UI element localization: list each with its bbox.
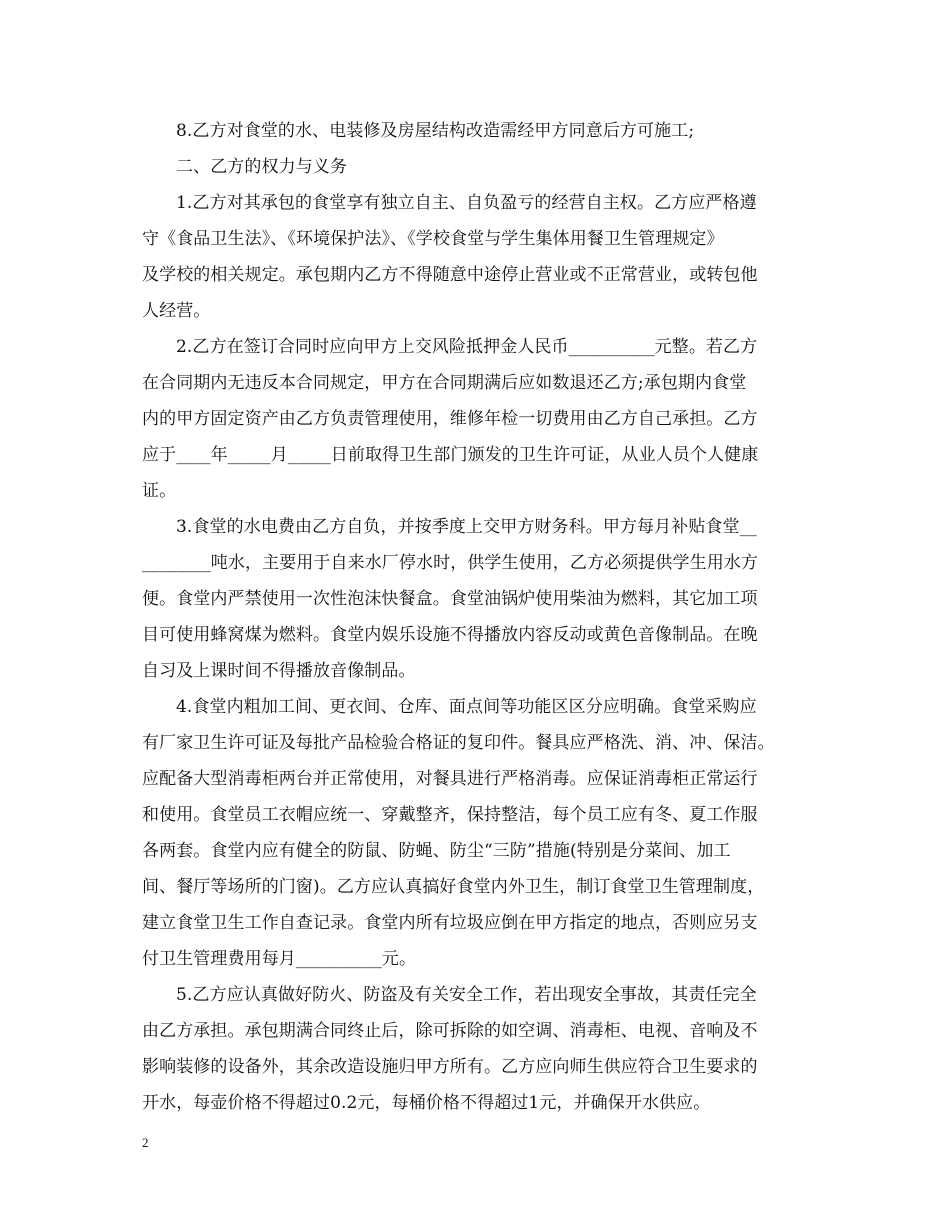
paragraph-line: 目可使用蜂窝煤为燃料。食堂内娱乐设施不得播放内容反动或黄色音像制品。在晚	[142, 625, 758, 645]
paragraph-line: 5.乙方应认真做好防火、防盗及有关安全工作，若出现安全事故，其责任完全	[176, 985, 757, 1005]
paragraph-line: 内的甲方固定资产由乙方负责管理使用，维修年检一切费用由乙方自己承担。乙方	[142, 409, 758, 429]
paragraph-line: 开水，每壶价格不得超过0.2元，每桶价格不得超过1元，并确保开水供应。	[142, 1093, 711, 1113]
paragraph-line: 4.食堂内粗加工间、更衣间、仓库、面点间等功能区区分应明确。食堂采购应	[176, 697, 757, 717]
paragraph-line: 间、餐厅等场所的门窗)。乙方应认真搞好食堂内外卫生，制订食堂卫生管理制度，	[142, 877, 765, 897]
paragraph-line: 由乙方承担。承包期满合同终止后，除可拆除的如空调、消毒柜、电视、音响及不	[142, 1021, 758, 1041]
paragraph-line: 证。	[142, 481, 177, 501]
paragraph-line: 8.乙方对食堂的水、电装修及房屋结构改造需经甲方同意后方可施工;	[176, 121, 695, 141]
paragraph-line: 和使用。食堂员工衣帽应统一、穿戴整齐，保持整洁，每个员工应有冬、夏工作服	[142, 805, 758, 825]
paragraph-line: ________吨水，主要用于自来水厂停水时，供学生使用，乙方必须提供学生用水方	[142, 553, 758, 573]
paragraph-line: 及学校的相关规定。承包期内乙方不得随意中途停止营业或不正常营业，或转包他	[142, 265, 758, 285]
paragraph-line: 应配备大型消毒柜两台并正常使用，对餐具进行严格消毒。应保证消毒柜正常运行	[142, 769, 758, 789]
paragraph-line: 2.乙方在签订合同时应向甲方上交风险抵押金人民币__________元整。若乙方	[176, 337, 758, 357]
paragraph-line: 应于____年_____月_____日前取得卫生部门颁发的卫生许可证，从业人员个人健康	[142, 445, 759, 465]
paragraph-line: 自习及上课时间不得播放音像制品。	[142, 661, 416, 681]
paragraph-line: 便。食堂内严禁使用一次性泡沫快餐盒。食堂油锅炉使用柴油为燃料，其它加工项	[142, 589, 758, 609]
document-body	[142, 113, 828, 1121]
paragraph-line: 付卫生管理费用每月__________元。	[142, 949, 417, 969]
paragraph-line: 守《食品卫生法》、《环境保护法》、《学校食堂与学生集体用餐卫生管理规定》	[142, 229, 724, 249]
paragraph-line: 在合同期内无违反本合同规定，甲方在合同期满后应如数退还乙方;承包期内食堂	[142, 373, 747, 393]
paragraph-line: 影响装修的设备外，其余改造设施归甲方所有。乙方应向师生供应符合卫生要求的	[142, 1057, 758, 1077]
section-heading: 二、乙方的权力与义务	[176, 157, 347, 177]
paragraph-line: 人经营。	[142, 301, 211, 321]
paragraph-line: 各两套。食堂内应有健全的防鼠、防蝇、防尘“三防”措施(特别是分菜间、加工	[142, 841, 731, 861]
page-number: 2	[142, 1135, 149, 1150]
paragraph-line: 有厂家卫生许可证及每批产品检验合格证的复印件。餐具应严格洗、消、冲、保洁。	[142, 733, 775, 753]
paragraph-line: 建立食堂卫生工作自查记录。食堂内所有垃圾应倒在甲方指定的地点，否则应另支	[142, 913, 758, 933]
paragraph-line: 1.乙方对其承包的食堂享有独立自主、自负盈亏的经营自主权。乙方应严格遵	[176, 193, 757, 213]
paragraph-line: 3.食堂的水电费由乙方自负，并按季度上交甲方财务科。甲方每月补贴食堂__	[176, 517, 757, 537]
